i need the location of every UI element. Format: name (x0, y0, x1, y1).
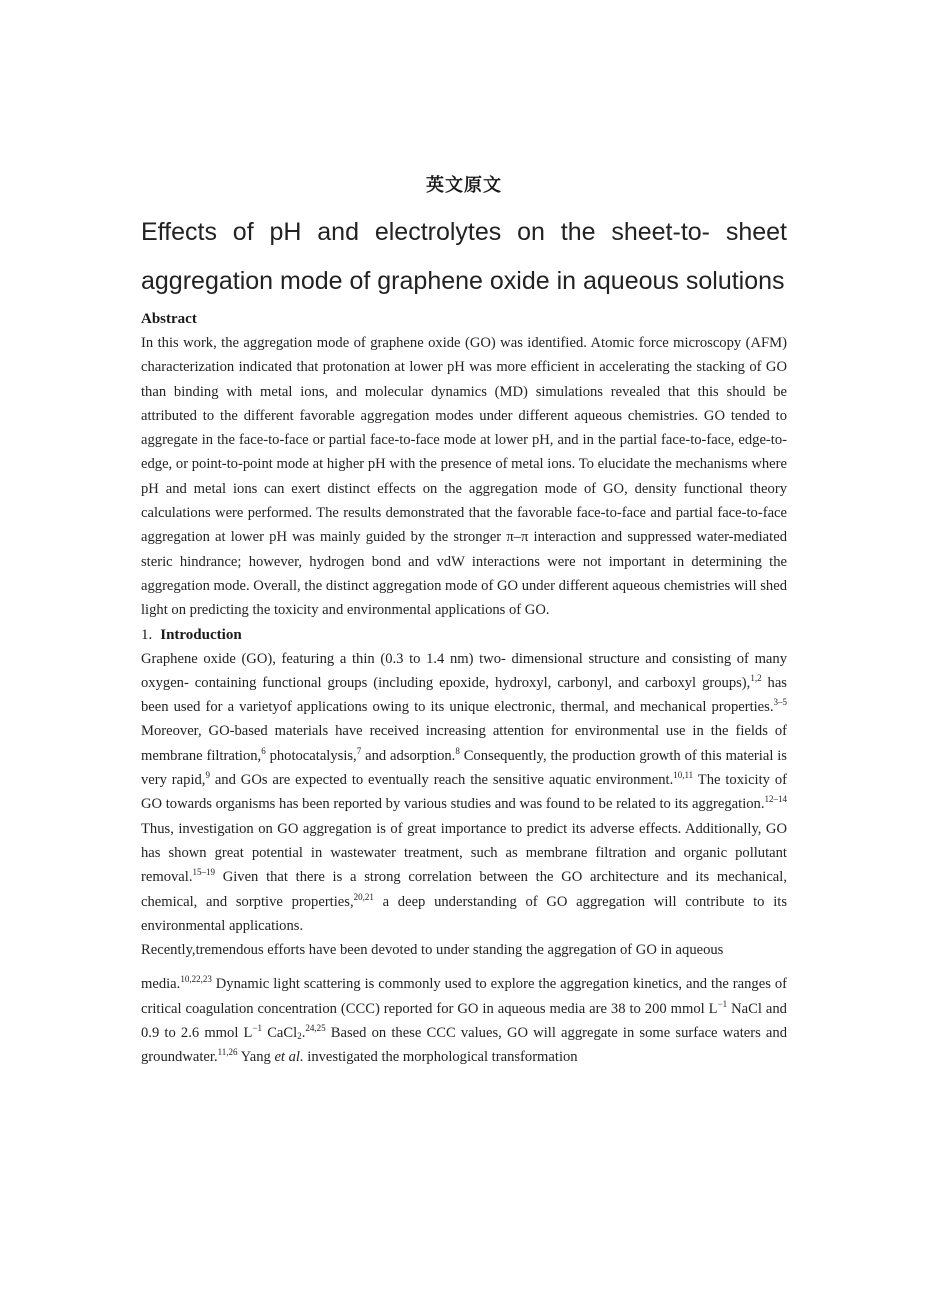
citation: 12–14 (764, 794, 787, 805)
unit-exponent: −1 (717, 998, 728, 1009)
text-span: and GOs are expected to eventually reach the sensitive aquatic environment. (209, 772, 674, 789)
intro-paragraph-2-first-line: Recently,tremendous efforts have been devoted to under standing the aggregation of GO in aqueous (141, 942, 724, 959)
text-span: Based on these CCC values, GO will aggregate in some surface waters and groundwater. (141, 1025, 788, 1066)
citation: 10,11 (673, 770, 694, 781)
text-span: media. (141, 976, 181, 993)
text-span: has been used for a varietyof applications owing to its unique electronic, thermal, and mechanical properties. (141, 674, 787, 716)
citation: 15–19 (192, 867, 215, 878)
section-title: Introduction (160, 626, 242, 643)
citation: 1,2 (750, 672, 762, 683)
text-span: CaCl (262, 1025, 298, 1042)
paper-title: Effects of pH and electrolytes on the sheet-to- sheet aggregation mode of graphene oxide in aqueous solutions (141, 218, 787, 295)
italic-text: et al. (274, 1049, 304, 1066)
text-span: Thus, investigation on GO aggregation is of great importance to predict its adverse effects. Additionally, GO has shown great potential in wastewater treatment, such as membrane filtration and organic pollutant removal. (141, 820, 787, 886)
text-span: Dynamic light scattering is commonly used to explore the aggregation kinetics, and the ranges of critical coagulation concentration (CCC) reported for GO in aqueous media are 38 to 200 mmol L (141, 976, 787, 1017)
text-span: Moreover, GO-based materials have received increasing attention for environmental use in the fields of membrane filtration, (141, 723, 787, 764)
citation: 6 (261, 745, 266, 756)
text-span: . (301, 1025, 306, 1042)
citation: 9 (205, 770, 210, 781)
intro-paragraph-1 (141, 647, 787, 939)
line-gap (141, 962, 787, 972)
text-span: Graphene oxide (GO), featuring a thin (0.3 to 1.4 nm) two- dimensional structure and consisting of many oxygen- containing functional groups (including epoxide, hydroxyl, carbonyl, and carboxyl groups), (141, 650, 787, 691)
abstract-heading: Abstract (141, 311, 197, 327)
citation: 10,22,23 (180, 974, 212, 985)
text-span: and adsorption. (361, 747, 456, 764)
citation: 7 (356, 745, 362, 756)
section-number: 1. (141, 626, 153, 643)
citation: 11,26 (217, 1047, 238, 1058)
citation: 24,25 (305, 1023, 326, 1034)
text-span: NaCl and 0.9 to 2.6 mmol L (141, 1000, 787, 1042)
text-span: Consequently, the production growth of this material is very rapid, (141, 747, 787, 789)
citation: 20,21 (353, 891, 374, 902)
abstract-text: In this work, the aggregation mode of graphene oxide (GO) was identified. Atomic force microscopy (AFM) characterization indicated that protonation at lower pH was more efficient in accelerating the stacking of GO than binding with metal ions, and molecular dynamics (MD) simulations revealed that this should be attributed to the different favorable aggregation modes under different aqueous chemistries. GO tended to aggregate in the face-to-face or partial face-to-face mode at lower pH, and in the partial face-to-face, edge-to-edge, or point-to-point mode at higher pH with the presence of metal ions. To elucidate the mechanisms where pH and metal ions can exert distinct effects on the aggregation mode of GO, density functional theory calculations were performed. The results demonstrated that the favorable face-to-face and partial face-to-face aggregation at lower pH was mainly guided by the stronger π–π interaction and suppressed water-mediated steric hindrance; however, hydrogen bond and vdW interactions were not important in determining the aggregation mode. Overall, the distinct aggregation mode of GO under different aqueous chemistries will shed light on predicting the toxicity and environmental applications of GO. (141, 335, 787, 619)
text-span: photocatalysis, (265, 747, 357, 764)
intro-paragraph-2 (141, 972, 787, 1069)
text-span: investigated the morphological transformation (303, 1049, 578, 1066)
citation: 3–5 (773, 697, 787, 708)
unit-exponent: −1 (252, 1023, 263, 1034)
document-body (141, 170, 787, 1070)
text-span: Given that there is a strong correlation between the GO architecture and its mechanical, chemical, and sorptive properties, (141, 869, 787, 910)
subscript: 2 (297, 1031, 302, 1042)
introduction-heading (141, 623, 787, 647)
text-span: The toxicity of GO towards organisms has been reported by various studies and was found to be related to its aggregation. (141, 772, 787, 813)
text-span: Yang (237, 1049, 275, 1066)
citation: 8 (455, 745, 460, 756)
text-span: a deep understanding of GO aggregation will contribute to its environmental applications. (141, 893, 787, 934)
chinese-title: 英文原文 (426, 175, 502, 196)
